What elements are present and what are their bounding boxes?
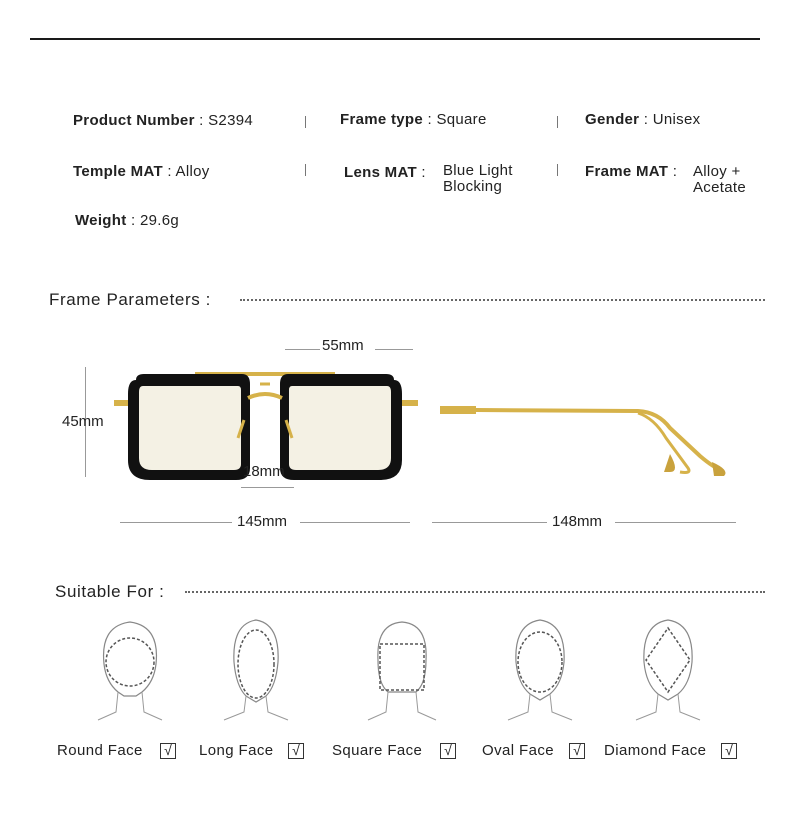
temple-tip-right xyxy=(712,462,726,476)
temple-tip-left xyxy=(664,454,675,472)
spec-frame-mat-value xyxy=(693,164,746,196)
spec-value-line: Alloy + xyxy=(693,163,741,180)
dim-line xyxy=(241,487,294,488)
temple-hinge xyxy=(440,406,476,414)
square-face-icon xyxy=(362,612,442,724)
right-hinge xyxy=(400,400,418,406)
dim-line xyxy=(120,522,232,523)
diamond-face-icon xyxy=(628,612,708,724)
spec-temple-mat: Temple MAT : Alloy xyxy=(73,163,210,180)
lens-height-label: 45mm xyxy=(62,413,104,430)
round-face-icon xyxy=(90,612,170,724)
left-lens xyxy=(139,386,241,470)
dim-line xyxy=(432,522,547,523)
spec-product-number: Product Number : S2394 xyxy=(73,112,253,129)
bridge-label: 18mm xyxy=(243,463,285,480)
check-icon: √ xyxy=(288,743,304,759)
check-icon: √ xyxy=(160,743,176,759)
spec-value: 29.6g xyxy=(139,212,179,229)
spec-frame-type: Frame type : Square xyxy=(340,111,487,128)
spec-value-line: Blocking xyxy=(443,178,503,195)
frame-parameters-title: Frame Parameters : xyxy=(49,290,211,309)
spec-value: Unisex xyxy=(652,111,701,128)
section-dotted-rule xyxy=(185,591,765,593)
spec-label: Gender xyxy=(585,111,640,128)
temple-length-label: 148mm xyxy=(552,513,603,530)
suitable-for-title: Suitable For : xyxy=(55,582,165,601)
spec-label: Lens MAT xyxy=(344,164,417,181)
spec-value: Alloy xyxy=(175,163,210,180)
temple-arm xyxy=(476,410,722,470)
spec-label: Frame MAT xyxy=(585,163,669,180)
spec-label: Product Number xyxy=(73,112,195,129)
face-label-round: Round Face xyxy=(57,742,143,759)
spec-value: S2394 xyxy=(208,112,253,129)
frame-width-label: 145mm xyxy=(237,513,288,530)
spec-weight: Weight : 29.6g xyxy=(75,212,179,229)
glasses-side-view xyxy=(438,398,738,482)
dim-line xyxy=(615,522,736,523)
spec-label: Frame type xyxy=(340,111,424,128)
spec-separator xyxy=(557,164,558,176)
right-lens xyxy=(289,386,391,470)
check-icon: √ xyxy=(721,743,737,759)
dim-line xyxy=(285,349,320,350)
spec-separator xyxy=(305,164,306,176)
face-label-long: Long Face xyxy=(199,742,274,759)
face-label-oval: Oval Face xyxy=(482,742,554,759)
spec-separator xyxy=(305,116,306,128)
spec-label: Temple MAT xyxy=(73,163,163,180)
dim-line xyxy=(375,349,413,350)
lens-width-label: 55mm xyxy=(322,337,364,354)
check-icon: √ xyxy=(440,743,456,759)
spec-gender: Gender : Unisex xyxy=(585,111,701,128)
face-label-diamond: Diamond Face xyxy=(604,742,707,759)
oval-face-icon xyxy=(500,612,580,724)
long-face-icon xyxy=(216,612,296,724)
check-icon: √ xyxy=(569,743,585,759)
section-dotted-rule xyxy=(240,299,765,301)
top-divider xyxy=(30,38,760,40)
spec-lens-mat: Lens MAT : xyxy=(344,164,426,181)
spec-label: Weight xyxy=(75,212,127,229)
spec-lens-mat-value xyxy=(443,163,513,195)
dim-line xyxy=(300,522,410,523)
spec-value-line: Acetate xyxy=(693,179,746,196)
face-label-square: Square Face xyxy=(332,742,423,759)
bridge xyxy=(248,394,282,398)
spec-separator xyxy=(557,116,558,128)
spec-value: Square xyxy=(436,111,487,128)
spec-value-line: Blue Light xyxy=(443,162,513,179)
spec-frame-mat: Frame MAT : xyxy=(585,163,678,180)
